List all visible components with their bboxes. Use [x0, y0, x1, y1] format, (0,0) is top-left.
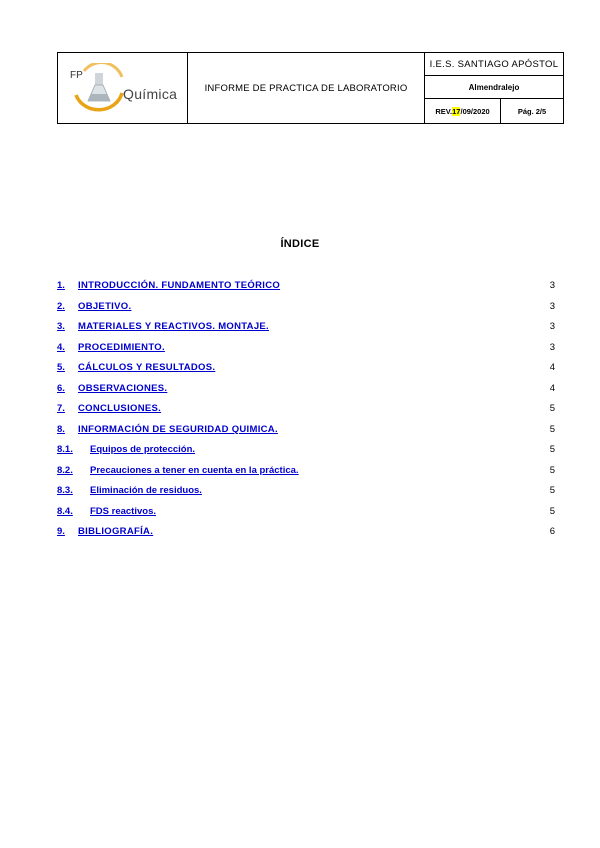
toc-entry-page: 4: [549, 382, 555, 394]
toc-entry-link[interactable]: MATERIALES Y REACTIVOS. MONTAJE.: [78, 321, 269, 332]
logo-fp-text: FP: [70, 70, 83, 81]
toc-entry-link[interactable]: FDS reactivos.: [90, 505, 156, 517]
toc-entry-number[interactable]: 8.4.: [57, 505, 73, 517]
toc-entry-link[interactable]: OBSERVACIONES.: [78, 382, 168, 394]
toc-entry-number[interactable]: 9.: [57, 526, 65, 537]
toc-subentry[interactable]: [57, 465, 555, 486]
toc-entry-link[interactable]: OBJETIVO.: [78, 300, 132, 312]
rev-rest: /09/2020: [460, 106, 490, 116]
toc-entry[interactable]: [57, 280, 555, 301]
toc-entry-page: 6: [549, 526, 555, 537]
toc-entry-number[interactable]: 3.: [57, 321, 65, 332]
toc-entry-link[interactable]: CONCLUSIONES.: [78, 403, 162, 414]
toc-entry-number[interactable]: 7.: [57, 403, 65, 414]
toc-entry-link[interactable]: BIBLIOGRAFÍA.: [78, 526, 154, 537]
toc-entry-number[interactable]: 8.3.: [57, 485, 73, 496]
toc-entry-page: 3: [549, 321, 555, 332]
toc-entry[interactable]: [57, 383, 555, 404]
report-title: INFORME DE PRACTICA DE LABORATORIO: [188, 53, 425, 123]
toc-entry-page: 5: [549, 444, 555, 455]
toc-entry-number[interactable]: 8.2.: [57, 464, 73, 476]
logo-quimica-text: Química: [123, 86, 178, 102]
toc-subentry[interactable]: [57, 444, 555, 465]
toc-subentry[interactable]: [57, 506, 555, 527]
toc-entry-number[interactable]: 1.: [57, 280, 65, 291]
toc-entry-page: 3: [549, 300, 555, 312]
table-of-contents: [57, 280, 555, 547]
toc-entry-number[interactable]: 6.: [57, 382, 65, 394]
toc-entry-link[interactable]: Equipos de protección.: [90, 444, 196, 455]
town-name: Almendralejo: [425, 76, 563, 99]
toc-entry[interactable]: [57, 321, 555, 342]
toc-entry-link[interactable]: Eliminación de residuos.: [90, 485, 202, 496]
fp-quimica-logo: [58, 53, 188, 123]
toc-entry[interactable]: [57, 301, 555, 322]
toc-entry[interactable]: [57, 424, 555, 445]
toc-entry-page: 5: [549, 423, 555, 435]
school-name: I.E.S. SANTIAGO APÓSTOL: [425, 53, 563, 76]
toc-entry-link[interactable]: INFORMACIÓN DE SEGURIDAD QUIMICA.: [78, 423, 278, 435]
toc-entry-page: 5: [549, 505, 555, 517]
toc-subentry[interactable]: [57, 485, 555, 506]
toc-entry-link[interactable]: CÁLCULOS Y RESULTADOS.: [78, 362, 216, 373]
toc-entry-page: 3: [549, 341, 555, 353]
toc-entry[interactable]: [57, 526, 555, 547]
toc-entry-page: 5: [549, 464, 555, 476]
toc-entry-link[interactable]: Precauciones a tener en cuenta en la práctica.: [90, 464, 299, 476]
page-number: Pág. 2/5: [517, 106, 547, 116]
toc-entry-number[interactable]: 8.: [57, 423, 65, 435]
document-header: [57, 52, 564, 124]
toc-entry-page: 5: [549, 485, 555, 496]
toc-entry-page: 4: [549, 362, 555, 373]
toc-entry-number[interactable]: 4.: [57, 341, 65, 353]
toc-entry[interactable]: [57, 362, 555, 383]
toc-entry-link[interactable]: INTRODUCCIÓN. FUNDAMENTO TEÓRICO: [78, 280, 281, 291]
toc-entry-number[interactable]: 8.1.: [57, 444, 73, 455]
toc-entry[interactable]: [57, 342, 555, 363]
toc-entry-number[interactable]: 5.: [57, 362, 65, 373]
index-title: ÍNDICE: [280, 238, 320, 250]
toc-entry-number[interactable]: 2.: [57, 300, 65, 312]
toc-entry-link[interactable]: PROCEDIMIENTO.: [78, 341, 165, 353]
revision-date: [425, 99, 501, 123]
toc-entry-page: 5: [549, 403, 555, 414]
toc-entry[interactable]: [57, 403, 555, 424]
toc-entry-page: 3: [549, 280, 555, 291]
rev-prefix: REV.: [435, 106, 453, 116]
rev-day-highlight: 17: [452, 106, 461, 116]
